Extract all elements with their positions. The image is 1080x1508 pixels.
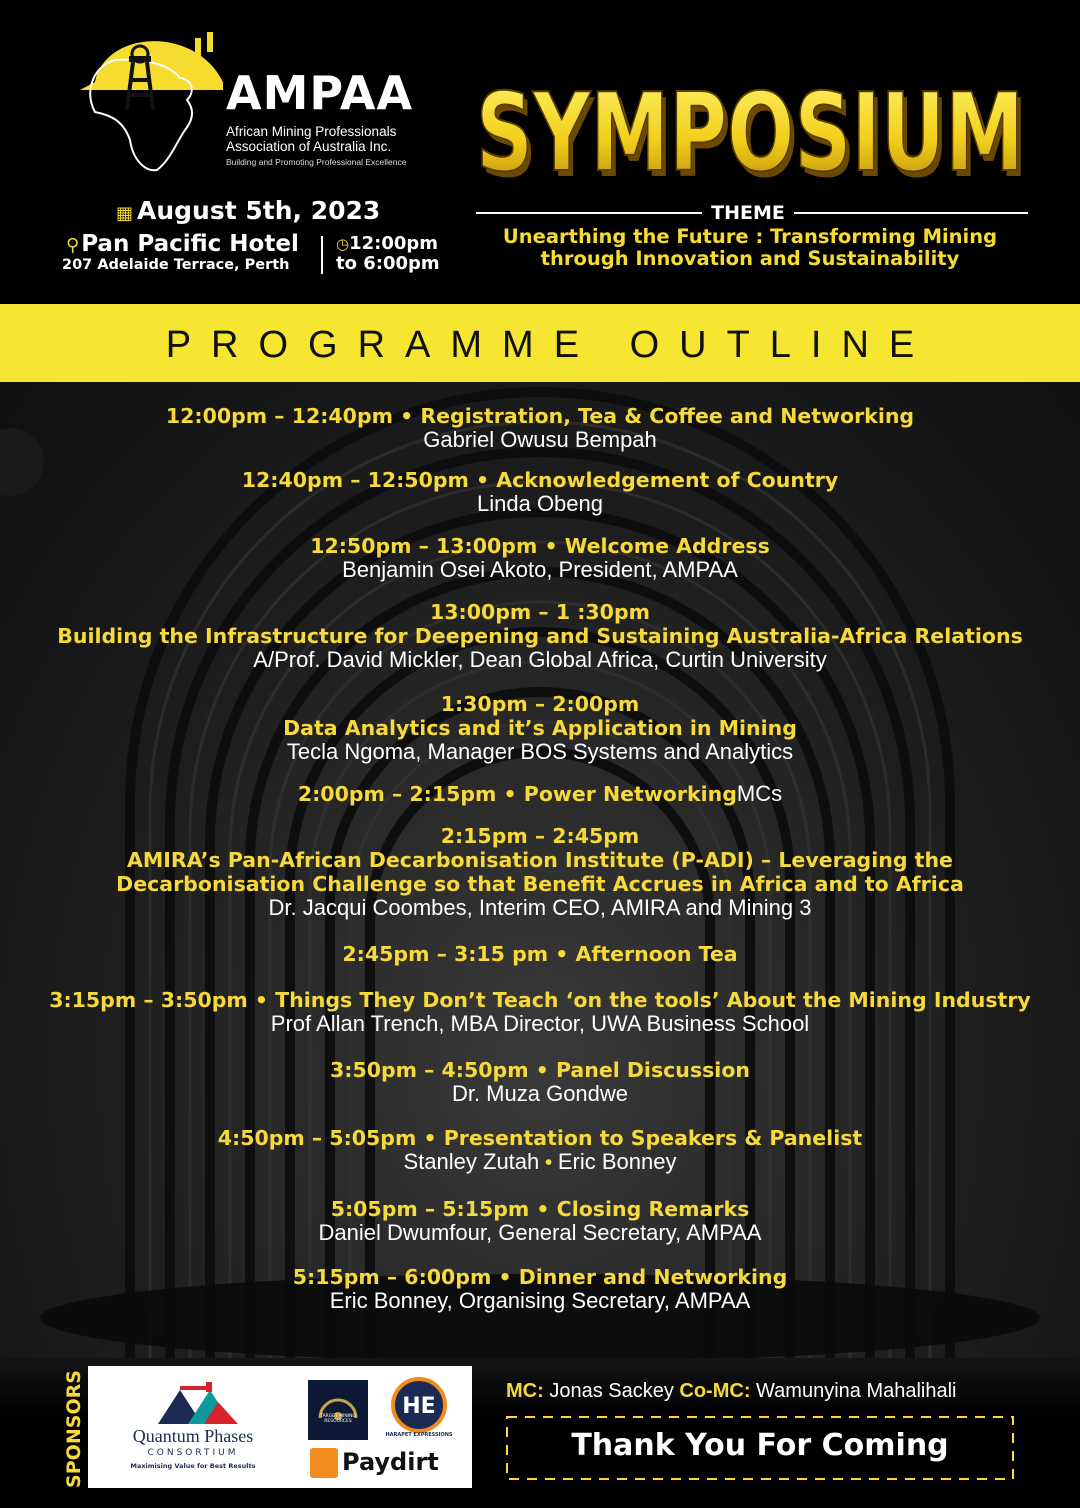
item-time: 4:50pm – 5:05pm • xyxy=(217,1126,444,1150)
programme-outline-title: PROGRAMME OUTLINE xyxy=(165,324,935,366)
comc-label: Co-MC: xyxy=(679,1380,751,1402)
symposium-title xyxy=(466,62,1034,202)
brand-tagline: Building and Promoting Professional Excellence xyxy=(226,157,407,167)
item-speaker: Dr. Muza Gondwe xyxy=(451,1081,629,1106)
symposium-title-shadow: SYMPOSIUM xyxy=(480,77,1028,202)
list-item xyxy=(0,988,1080,1036)
event-time-start xyxy=(336,233,438,254)
sponsor-quantum-phases-sub: CONSORTIUM xyxy=(147,1448,239,1458)
list-item xyxy=(0,1126,1080,1175)
theme-rule-left xyxy=(476,212,702,214)
theme-rule-right xyxy=(794,212,1028,214)
event-time-start-text: 12:00pm xyxy=(349,233,439,254)
item-time: 5:15pm – 6:00pm • xyxy=(292,1265,519,1289)
list-item xyxy=(0,468,1080,516)
theme-line1: Unearthing the Future : Transforming Mining xyxy=(502,225,998,248)
ampaa-logo xyxy=(75,20,225,180)
item-speaker: Linda Obeng xyxy=(477,491,603,516)
item-title: Registration, Tea & Coffee and Networking xyxy=(420,404,915,428)
item-speaker: Eric Bonney, Organising Secretary, AMPAA xyxy=(329,1288,751,1313)
list-item xyxy=(0,824,1080,920)
item-title-line2: Decarbonisation Challenge so that Benefit Accrues in Africa and to Africa xyxy=(116,872,964,896)
mc-label: MC: xyxy=(506,1380,544,1402)
item-speaker: Tecla Ngoma, Manager BOS Systems and Analytics xyxy=(286,739,794,764)
programme-list xyxy=(0,404,1080,1329)
event-date xyxy=(116,196,380,225)
harapet-expressions-logo-icon xyxy=(390,1376,448,1434)
item-title-line1: AMIRA’s Pan-African Decarbonisation Institute (P-ADI) – Leveraging the xyxy=(127,848,953,872)
svg-text:HE: HE xyxy=(402,1394,436,1419)
list-item xyxy=(0,782,1080,806)
item-speaker: Prof Allan Trench, MBA Director, UWA Business School xyxy=(270,1011,810,1036)
programme-banner xyxy=(0,304,1080,382)
paydirt-logo-icon xyxy=(310,1448,338,1478)
item-speaker: Benjamin Osei Akoto, President, AMPAA xyxy=(342,557,738,582)
header xyxy=(0,0,1080,304)
venue-divider xyxy=(321,236,323,274)
item-title: Things They Don’t Teach ‘on the tools’ About the Mining Industry xyxy=(275,988,1031,1012)
venue-name xyxy=(66,231,299,257)
list-item xyxy=(0,404,1080,452)
brand-subtitle-line2: Association of Australia Inc. xyxy=(226,139,392,154)
event-date-text: August 5th, 2023 xyxy=(137,196,381,225)
item-title: Power Networking xyxy=(523,782,737,806)
mc-line xyxy=(506,1380,1046,1403)
item-time: 12:00pm – 12:40pm • xyxy=(165,404,421,428)
item-time: 12:40pm – 12:50pm • xyxy=(241,468,497,492)
item-time: 2:45pm – 3:15 pm • xyxy=(342,942,576,966)
list-item xyxy=(0,1197,1080,1245)
sponsor-quantum-phases-name: Quantum Phases xyxy=(132,1426,254,1446)
item-title: Closing Remarks xyxy=(556,1197,750,1221)
item-time: 3:15pm – 3:50pm • xyxy=(49,988,276,1012)
venue-name-text: Pan Pacific Hotel xyxy=(81,231,299,257)
item-title: Presentation to Speakers & Panelist xyxy=(443,1126,863,1150)
item-speaker: MCs xyxy=(736,781,783,806)
theme-text xyxy=(470,226,1030,270)
item-title: Panel Discussion xyxy=(555,1058,751,1082)
venue-address: 207 Adelaide Terrace, Perth xyxy=(62,257,290,273)
sponsor-quantum-phases-tagline: Maximising Value for Best Results xyxy=(130,1462,256,1470)
item-title: Data Analytics and it’s Application in Mining xyxy=(283,716,797,740)
thank-you-text: Thank You For Coming xyxy=(571,1428,949,1463)
item-title: Welcome Address xyxy=(564,534,770,558)
target-mining-logo-icon xyxy=(308,1380,368,1440)
theme-line2: through Innovation and Sustainability xyxy=(540,247,960,270)
list-item xyxy=(0,1265,1080,1313)
item-speaker-2: Eric Bonney xyxy=(557,1149,677,1174)
mc-name: Jonas Sackey xyxy=(543,1380,680,1402)
programme-section xyxy=(0,382,1080,1358)
item-time: 3:50pm – 4:50pm • xyxy=(329,1058,556,1082)
item-time: 12:50pm – 13:00pm • xyxy=(310,534,565,558)
brand-subtitle-line1: African Mining Professionals xyxy=(226,124,397,139)
brand-name: AMPAA xyxy=(226,66,414,120)
symposium-title-text: SYMPOSIUM xyxy=(476,71,1024,196)
sponsor-harapet-name: HARAPET EXPRESSIONS xyxy=(385,1432,453,1438)
sponsor-target-mining-name: TARGET MINING RESOURCES xyxy=(320,1414,356,1424)
sponsor-paydirt-name: Paydirt xyxy=(342,1448,439,1476)
item-time: 2:15pm – 2:45pm xyxy=(440,824,640,848)
location-pin-icon: ⚲ xyxy=(66,235,80,256)
item-speaker: A/Prof. David Mickler, Dean Global Africa, Curtin University xyxy=(253,647,827,672)
item-speaker-separator: • xyxy=(539,1151,558,1174)
item-time: 13:00pm – 1 :30pm xyxy=(430,600,650,624)
list-item xyxy=(0,600,1080,672)
item-time: 2:00pm – 2:15pm • xyxy=(297,782,524,806)
item-speaker: Daniel Dwumfour, General Secretary, AMPAA xyxy=(318,1220,762,1245)
list-item xyxy=(0,942,1080,966)
item-time: 5:05pm – 5:15pm • xyxy=(330,1197,557,1221)
item-title: Building the Infrastructure for Deepening and Sustaining Australia-Africa Relations xyxy=(57,624,1023,648)
event-time-end: to 6:00pm xyxy=(336,253,440,274)
item-speaker: Gabriel Owusu Bempah xyxy=(423,427,657,452)
sponsors-label-text: SPONSORS xyxy=(63,1370,85,1488)
item-time: 1:30pm – 2:00pm xyxy=(440,692,640,716)
sponsor-logos xyxy=(88,1366,472,1488)
calendar-icon: ▦ xyxy=(116,203,134,224)
thank-you-box xyxy=(506,1416,1014,1480)
item-speaker-1: Stanley Zutah xyxy=(403,1149,540,1174)
list-item xyxy=(0,692,1080,764)
list-item xyxy=(0,534,1080,582)
theme-label: THEME xyxy=(711,202,785,224)
item-title: Dinner and Networking xyxy=(518,1265,788,1289)
item-title: Afternoon Tea xyxy=(575,942,738,966)
comc-name: Wamunyina Mahalihali xyxy=(750,1380,957,1402)
item-speaker: Dr. Jacqui Coombes, Interim CEO, AMIRA and Mining 3 xyxy=(268,895,812,920)
list-item xyxy=(0,1058,1080,1106)
clock-icon: ◷ xyxy=(336,235,350,253)
item-title: Acknowledgement of Country xyxy=(496,468,839,492)
